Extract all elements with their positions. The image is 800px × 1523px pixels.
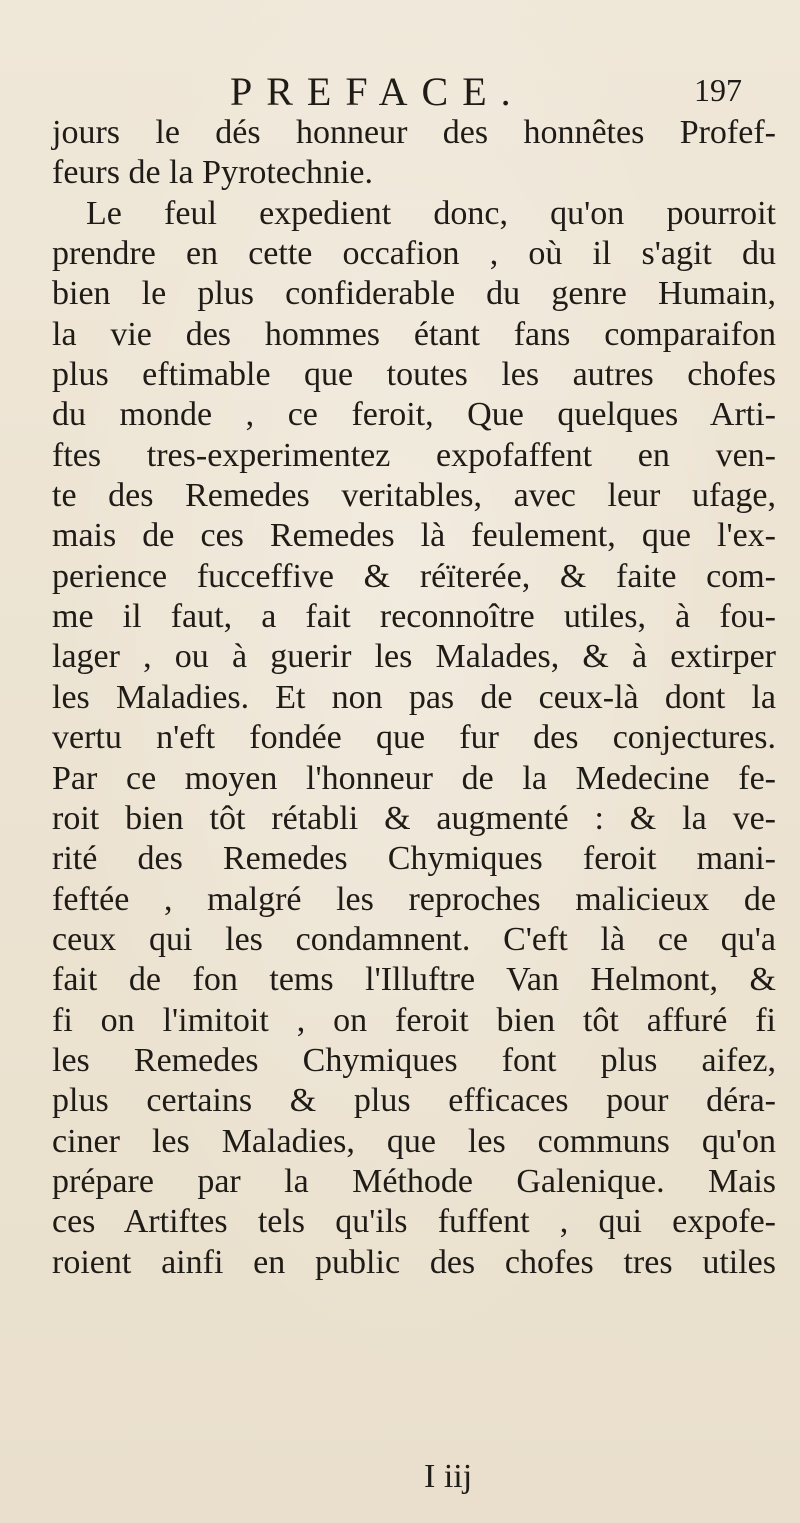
text-line: du monde , ce feroit, Que quelques Arti- [52,396,776,434]
text-line: fait de fon tems l'Illuftre Van Helmont, & [52,961,776,999]
text-line: prendre en cette occafion , où il s'agit du [52,235,776,273]
signature-mark: I iij [424,1458,473,1495]
text-line: ceux qui les condamnent. C'eft là ce qu'a [52,920,776,958]
text-line: jours le dés honneur des honnêtes Profef- [52,114,776,151]
text-line: vertu n'eft fondée que fur des conjectures. [52,719,776,757]
body-text [52,113,776,1283]
text-line: me il faut, a fait reconnoître utiles, à fou- [52,598,776,636]
text-line: rité des Remedes Chymiques feroit mani- [52,840,776,878]
text-line: Par ce moyen l'honneur de la Medecine fe- [52,759,776,797]
text-line: ftes tres-experimentez expofaffent en ven- [52,436,776,474]
text-line: bien le plus confiderable du genre Humain, [52,275,776,313]
running-title: PREFACE. [230,69,525,114]
text-line: lager , ou à guerir les Malades, & à extirper [52,638,776,676]
text-line: les Maladies. Et non pas de ceux-là dont la [52,678,776,716]
text-line: roit bien tôt rétabli & augmenté : & la ve- [52,799,776,837]
text-line: ces Artiftes tels qu'ils fuffent , qui expofe- [52,1203,776,1241]
text-line: fi on l'imitoit , on feroit bien tôt affuré fi [52,1001,776,1039]
text-line: feurs de la Pyrotechnie. [52,154,373,192]
text-line: la vie des hommes étant fans comparaifon [52,315,776,353]
text-line: feftée , malgré les reproches malicieux de [52,880,776,918]
text-line: plus certains & plus efficaces pour déra- [52,1082,776,1120]
text-line: Le feul expedient donc, qu'on pourroit [86,194,776,232]
text-line: perience fucceffive & réïterée, & faite com- [52,557,776,595]
text-line: te des Remedes veritables, avec leur ufage, [52,477,776,515]
text-line: prépare par la Méthode Galenique. Mais [52,1162,776,1200]
text-line: roient ainfi en public des chofes tres utiles [52,1243,776,1281]
text-line: ciner les Maladies, que les communs qu'on [52,1122,776,1160]
page-header [0,68,800,118]
text-line: plus eftimable que toutes les autres chofes [52,356,776,394]
page-number: 197 [694,72,742,108]
text-line: mais de ces Remedes là feulement, que l'ex- [52,517,776,555]
text-line: les Remedes Chymiques font plus aifez, [52,1041,776,1079]
